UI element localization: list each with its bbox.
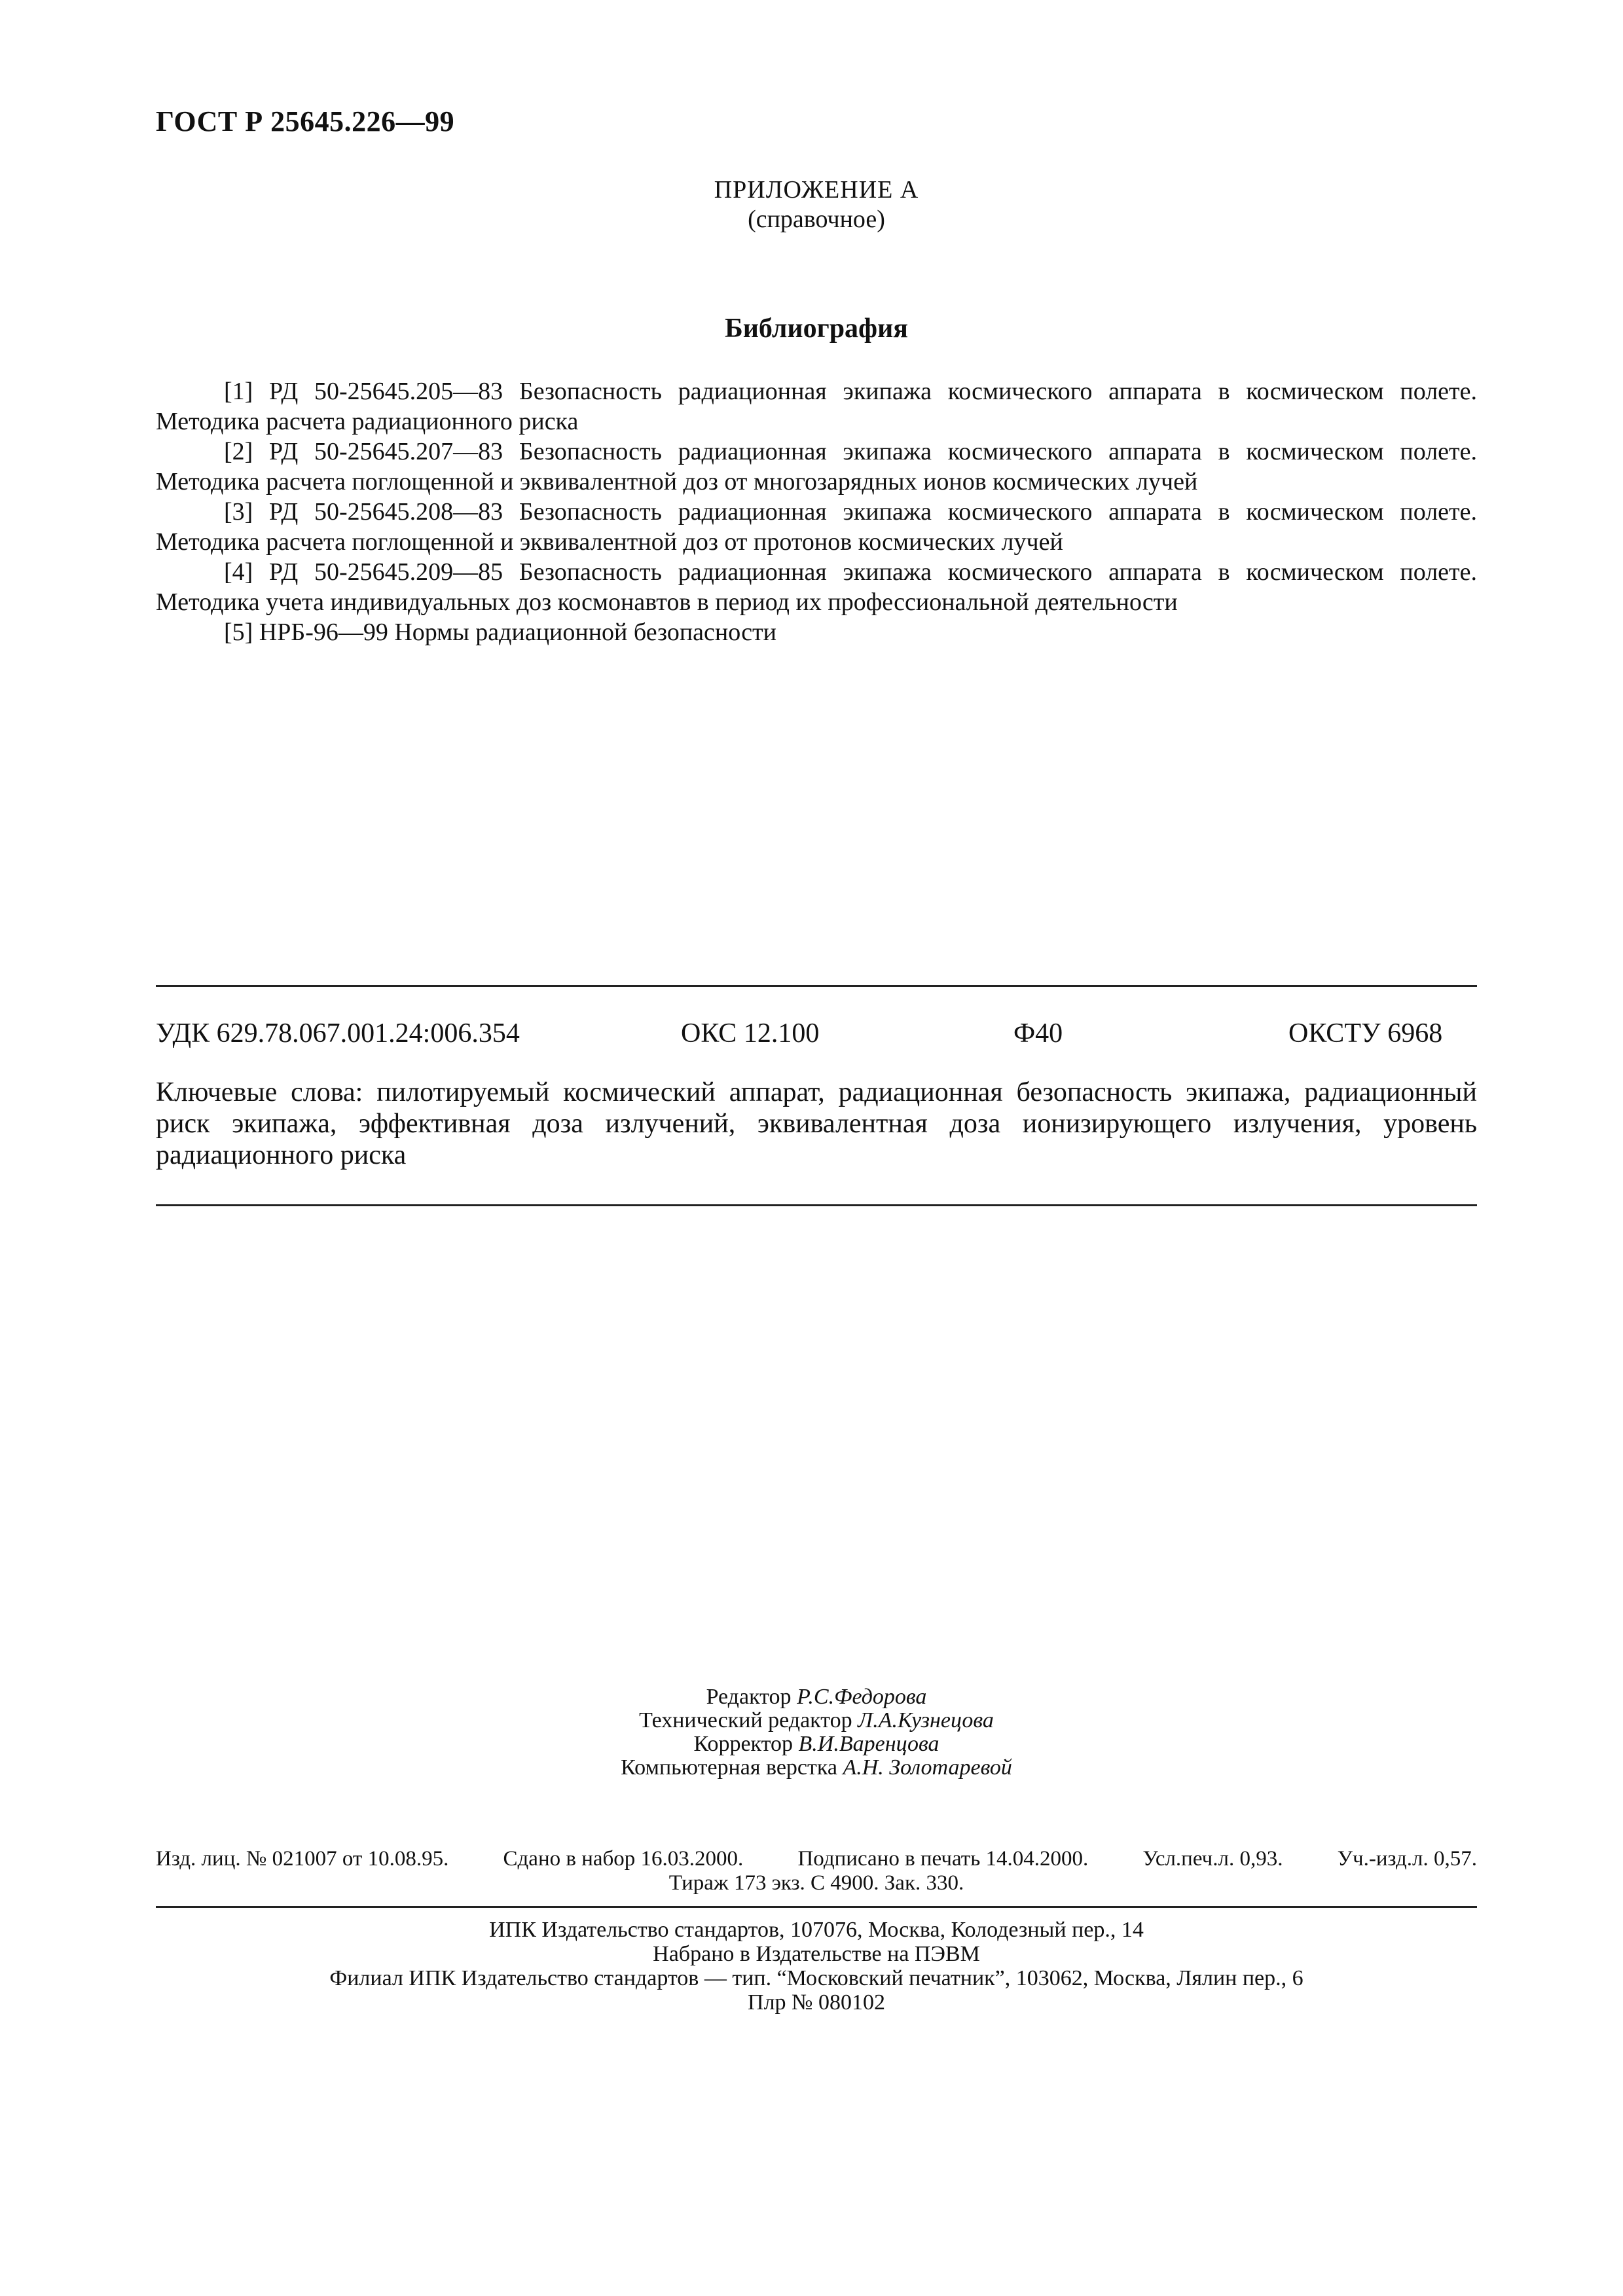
oks-code: ОКС 12.100 bbox=[681, 1018, 820, 1049]
bibliography-entry-4: [4] РД 50-25645.209—85 Безопасность радиационная экипажа космического аппарата в космическом полете. Методика учета индивидуальных доз космонавтов в период их профессиональной деятельности bbox=[156, 558, 1477, 616]
editor-line: Редактор Р.С.Федорова bbox=[706, 1685, 927, 1709]
appendix-title: ПРИЛОЖЕНИЕ А bbox=[714, 176, 919, 204]
signed-date: Подписано в печать 14.04.2000. bbox=[797, 1847, 1089, 1871]
appendix-subtitle: (справочное) bbox=[748, 206, 885, 233]
typeset-date: Сдано в набор 16.03.2000. bbox=[503, 1847, 744, 1871]
bibliography-list bbox=[156, 376, 1477, 647]
publisher-line-2: Набрано в Издательстве на ПЭВМ bbox=[653, 1942, 980, 1966]
bibliography-entry-5: [5] НРБ-96—99 Нормы радиационной безопасности bbox=[224, 619, 776, 646]
top-divider bbox=[156, 985, 1477, 987]
corrector-line: Корректор В.И.Варенцова bbox=[693, 1732, 939, 1756]
print-run: Тираж 173 экз. С 4900. Зак. 330. bbox=[668, 1871, 964, 1895]
publisher-line-4: Плр № 080102 bbox=[748, 1990, 885, 2015]
layout-line: Компьютерная верстка А.Н. Золотаревой bbox=[621, 1755, 1012, 1780]
keywords: Ключевые слова: пилотируемый космический аппарат, радиационная безопасность экипажа, радиационный риск экипажа, эффективная доза излучений, эквивалентная доза ионизирующего излучения, уровень радиационного риска bbox=[156, 1077, 1477, 1170]
license-text: Изд. лиц. № 021007 от 10.08.95. bbox=[156, 1847, 449, 1871]
bibliography-heading: Библиография bbox=[724, 314, 909, 344]
print-sheets: Усл.печ.л. 0,93. bbox=[1142, 1847, 1283, 1871]
udk-code: УДК 629.78.067.001.24:006.354 bbox=[156, 1018, 520, 1049]
imprint bbox=[156, 1847, 1477, 1895]
middle-divider bbox=[156, 1204, 1477, 1206]
bibliography-entry-3: [3] РД 50-25645.208—83 Безопасность радиационная экипажа космического аппарата в космическом полете. Методика расчета поглощенной и эквивалентной доз от протонов космических лучей bbox=[156, 498, 1477, 556]
publisher-line-1: ИПК Издательство стандартов, 107076, Москва, Колодезный пер., 14 bbox=[489, 1918, 1144, 1942]
okstu-code: ОКСТУ 6968 bbox=[1288, 1018, 1443, 1049]
bibliography-entry-1: [1] РД 50-25645.205—83 Безопасность радиационная экипажа космического аппарата в космическом полете. Методика расчета радиационного риска bbox=[156, 378, 1477, 435]
document-code: ГОСТ Р 25645.226—99 bbox=[156, 105, 455, 137]
bottom-divider bbox=[156, 1906, 1477, 1908]
tech-editor-line: Технический редактор Л.А.Кузнецова bbox=[639, 1708, 994, 1732]
staff-credits bbox=[156, 1685, 1477, 1780]
bibliography-entry-2: [2] РД 50-25645.207—83 Безопасность радиационная экипажа космического аппарата в космическом полете. Методика расчета поглощенной и эквивалентной доз от многозарядных ионов космических лучей bbox=[156, 438, 1477, 495]
edit-sheets: Уч.-изд.л. 0,57. bbox=[1337, 1847, 1477, 1871]
publisher-info bbox=[156, 1918, 1477, 2015]
f-code: Ф40 bbox=[1013, 1018, 1063, 1049]
publisher-line-3: Филиал ИПК Издательство стандартов — тип. “Московский печатник”, 103062, Москва, Лялин пер., 6 bbox=[329, 1966, 1304, 1990]
